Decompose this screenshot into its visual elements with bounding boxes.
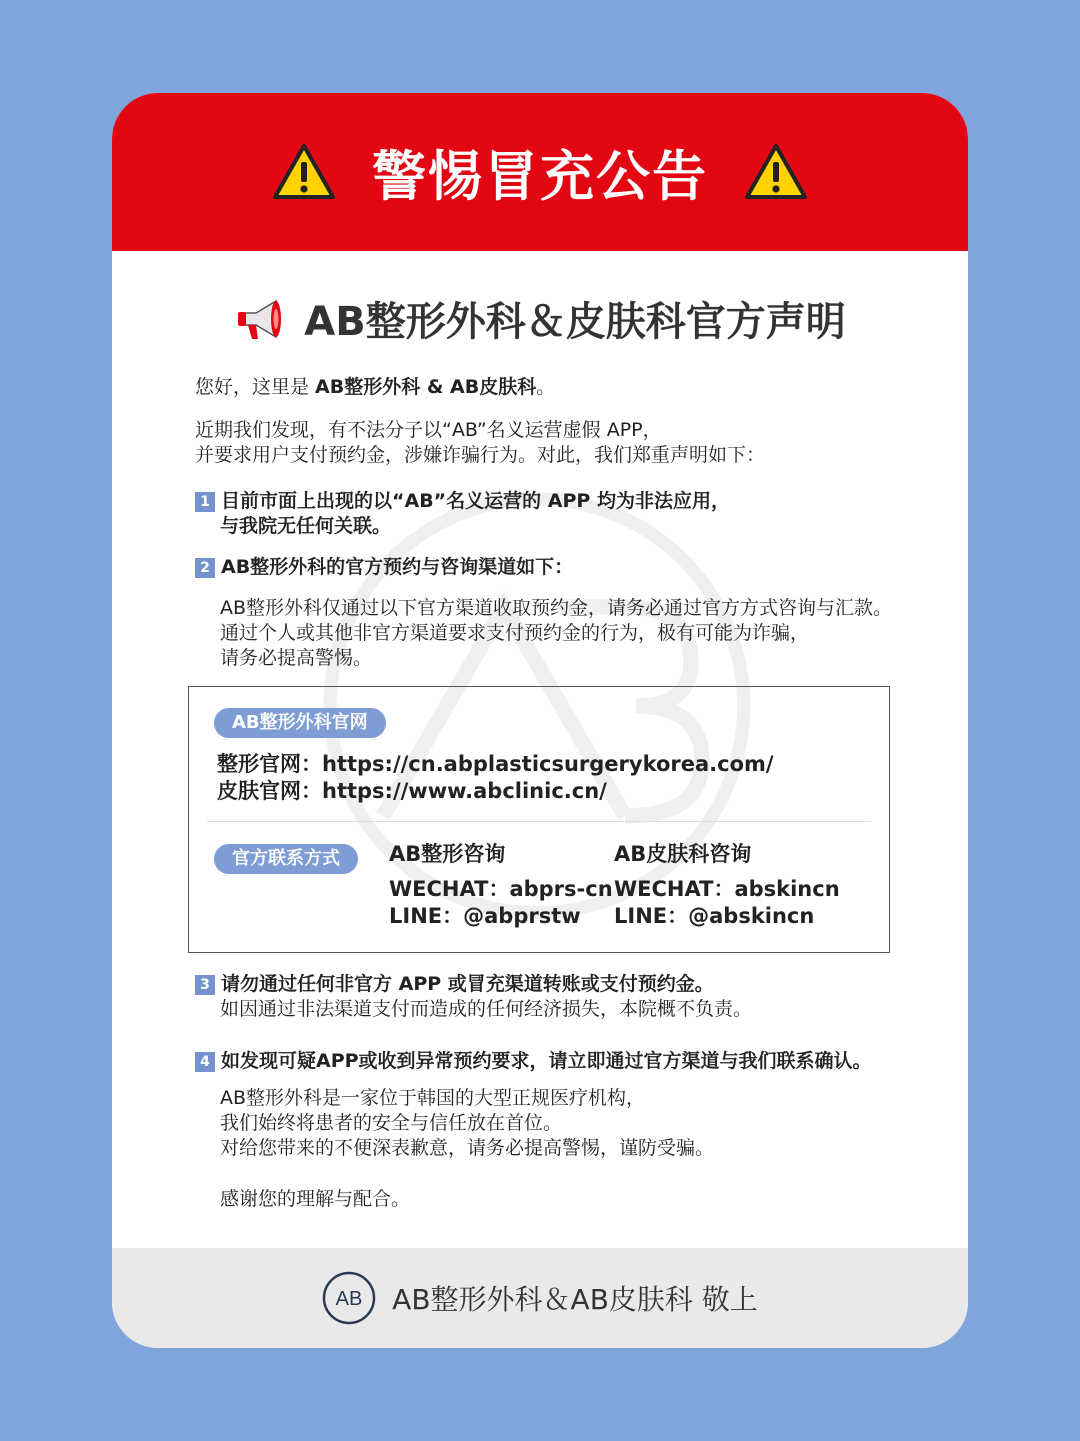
intro-line: 并要求用户支付预约金，涉嫌诈骗行为。对此，我们郑重声明如下： xyxy=(195,444,766,466)
skin-contact-title: AB皮肤科咨询 xyxy=(614,842,752,866)
item-4-body: 我们始终将患者的安全与信任放在首位。 xyxy=(220,1112,563,1134)
item-1-heading: 1 目前市面上出现的以“AB”名义运营的 APP 均为非法应用， xyxy=(195,488,730,514)
item-3-heading: 3 请勿通过任何非官方 APP 或冒充渠道转账或支付预约金。 xyxy=(195,971,714,997)
greeting: 您好，这里是 AB整形外科 & AB皮肤科。 xyxy=(195,376,556,398)
item-4-heading: 4 如发现可疑APP或收到异常预约要求，请立即通过官方渠道与我们联系确认。 xyxy=(195,1048,872,1074)
item-number: 2 xyxy=(195,558,215,578)
item-4-body: AB整形外科是一家位于韩国的大型正规医疗机构， xyxy=(220,1087,646,1109)
item-4-body: 对给您带来的不便深表歉意，请务必提高警惕，谨防受骗。 xyxy=(220,1137,715,1159)
item-number: 3 xyxy=(195,975,215,995)
plastic-line: LINE：@abprstw xyxy=(389,904,581,928)
item-number: 1 xyxy=(195,492,215,512)
statement-headline xyxy=(112,290,968,347)
item-3-body: 如因通过非法渠道支付而造成的任何经济损失，本院概不负责。 xyxy=(220,998,753,1020)
footer-signature: AB整形外科＆AB皮肤科 敬上 xyxy=(392,1283,758,1316)
ab-logo xyxy=(322,1271,376,1325)
contact-label-pill: 官方联系方式 xyxy=(214,844,358,874)
warning-banner xyxy=(112,93,968,251)
intro-line: 近期我们发现，有不法分子以“AB”名义运营虚假 APP， xyxy=(195,419,662,441)
logo-text: AB xyxy=(335,1288,363,1310)
plastic-website-link[interactable]: 整形官网：https://cn.abplasticsurgerykorea.com/ xyxy=(217,752,774,776)
thanks-text: 感谢您的理解与配合。 xyxy=(220,1188,411,1210)
megaphone-icon xyxy=(234,295,290,343)
plastic-wechat: WECHAT：abprs-cn xyxy=(389,877,613,901)
divider xyxy=(207,821,871,822)
skin-website-link[interactable]: 皮肤官网：https://www.abclinic.cn/ xyxy=(217,779,607,803)
item-1-heading-cont: 与我院无任何关联。 xyxy=(220,515,392,537)
banner-title: 警惕冒充公告 xyxy=(372,144,708,208)
item-2-body: AB整形外科仅通过以下官方渠道收取预约金，请务必通过官方方式咨询与汇款。 xyxy=(220,597,893,619)
item-number: 4 xyxy=(195,1052,215,1072)
item-2-body: 通过个人或其他非官方渠道要求支付预约金的行为，极有可能为诈骗， xyxy=(220,622,810,644)
item-2-heading: 2 AB整形外科的官方预约与咨询渠道如下： xyxy=(195,554,573,580)
item-2-body: 请务必提高警惕。 xyxy=(220,647,373,669)
warning-icon xyxy=(744,143,808,201)
skin-line: LINE：@abskincn xyxy=(614,904,815,928)
warning-icon xyxy=(272,143,336,201)
headline-text: AB整形外科＆皮肤科官方声明 xyxy=(304,299,846,345)
announcement-card xyxy=(112,93,968,1348)
plastic-contact-title: AB整形咨询 xyxy=(389,842,506,866)
skin-wechat: WECHAT：abskincn xyxy=(614,877,840,901)
website-label-pill: AB整形外科官网 xyxy=(214,708,386,738)
footer xyxy=(112,1248,968,1348)
official-channels-box xyxy=(188,686,890,953)
